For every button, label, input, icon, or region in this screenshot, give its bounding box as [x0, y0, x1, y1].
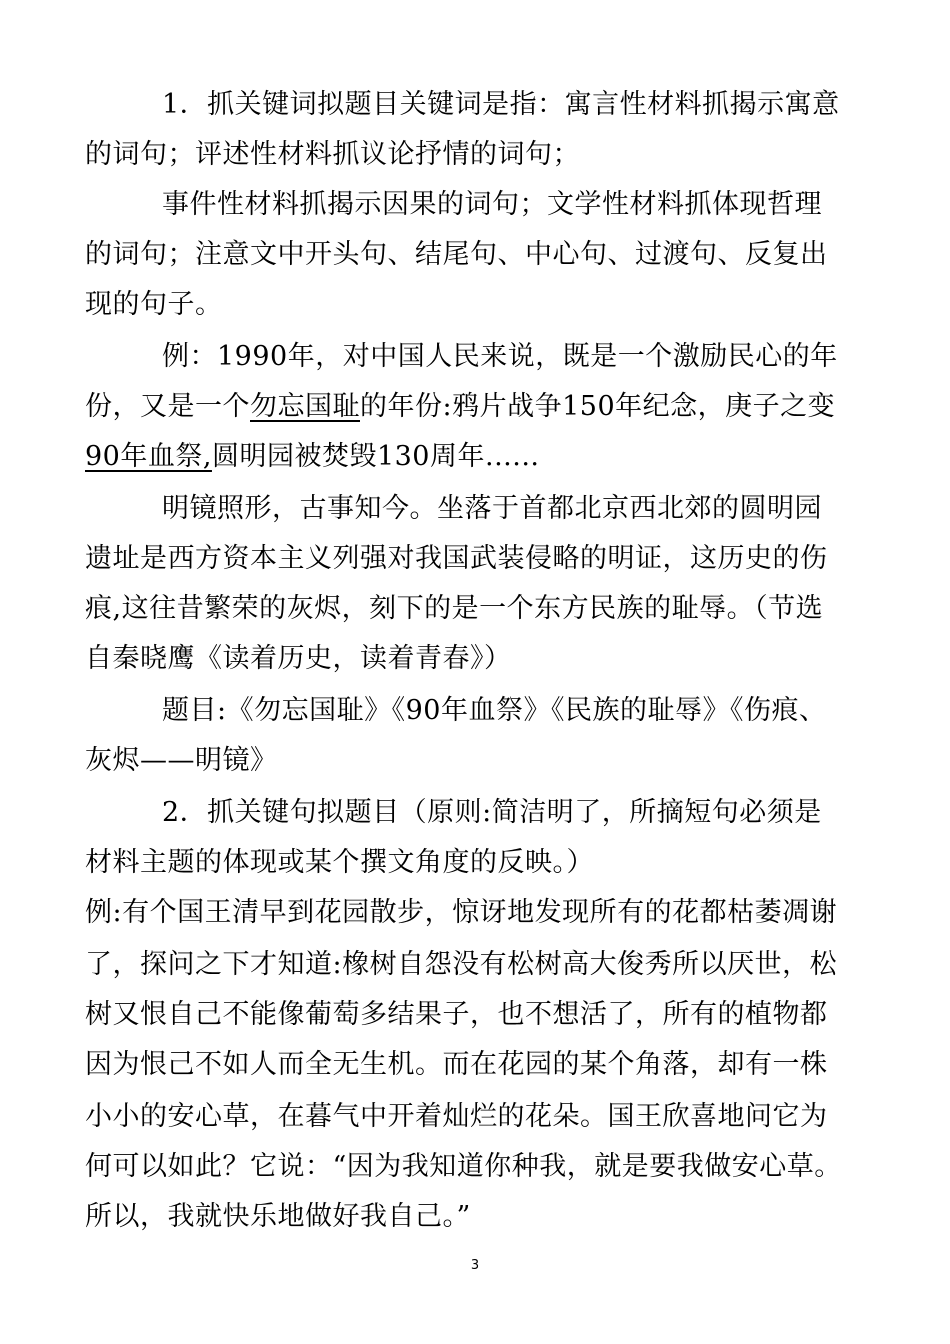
example-line — [85, 440, 539, 474]
paragraph-line: 遗址是西方资本主义列强对我国武装侵略的明证，这历史的伤 — [85, 543, 828, 574]
underlined-keyword: 勿忘国耻 — [250, 391, 360, 422]
page-number: 3 — [470, 1258, 480, 1273]
paragraph-line: 材料主题的体现或某个撰文角度的反映。） — [85, 847, 594, 878]
example-text: 的年份:鸦片战争150年纪念，庚子之变 — [360, 391, 836, 422]
paragraph-line: 例:有个国王清早到花园散步，惊讶地发现所有的花都枯萎凋谢 — [85, 897, 838, 928]
paragraph-line: 痕,这往昔繁荣的灰烬，刻下的是一个东方民族的耻辱。（节选 — [85, 593, 824, 624]
paragraph-line: 了，探问之下才知道:橡树自怨没有松树高大俊秀所以厌世，松 — [85, 949, 838, 980]
titles-line: 灰烬——明镜》 — [85, 745, 278, 776]
example-line: 例：1990年，对中国人民来说，既是一个激励民心的年 — [162, 341, 838, 372]
paragraph-line: 1．抓关键词拟题目关键词是指：寓言性材料抓揭示寓意 — [162, 89, 840, 120]
paragraph-line: 树又恨自己不能像葡萄多结果子，也不想活了，所有的植物都 — [85, 999, 828, 1030]
paragraph-line: 所以，我就快乐地做好我自己。” — [85, 1201, 471, 1232]
example-text: 份，又是一个 — [85, 391, 250, 422]
underlined-keyword: 90年血祭, — [85, 441, 212, 472]
example-text: 圆明园被焚毁130周年...... — [211, 441, 540, 472]
paragraph-line: 事件性材料抓揭示因果的词句；文学性材料抓体现哲理 — [162, 189, 822, 220]
example-line — [85, 390, 835, 424]
paragraph-line: 的词句；评述性材料抓议论抒情的词句； — [85, 139, 580, 170]
paragraph-line: 明镜照形，古事知今。坐落于首都北京西北郊的圆明园 — [162, 493, 822, 524]
section-heading: 2．抓关键句拟题目（原则:简洁明了，所摘短句必须是 — [162, 797, 822, 828]
paragraph-line: 现的句子。 — [85, 289, 223, 320]
paragraph-line: 小小的安心草，在暮气中开着灿烂的花朵。国王欣喜地问它为 — [85, 1101, 828, 1132]
titles-line: 题目:《勿忘国耻》《90年血祭》《民族的耻辱》《伤痕、 — [162, 695, 827, 726]
paragraph-line: 何可以如此？它说：“因为我知道你种我，就是要我做安心草。 — [85, 1151, 842, 1182]
paragraph-line: 的词句；注意文中开头句、结尾句、中心句、过渡句、反复出 — [85, 239, 828, 270]
paragraph-line: 因为恨己不如人而全无生机。而在花园的某个角落，却有一株 — [85, 1049, 828, 1080]
paragraph-line: 自秦晓鹰《读着历史，读着青春》） — [85, 643, 512, 674]
